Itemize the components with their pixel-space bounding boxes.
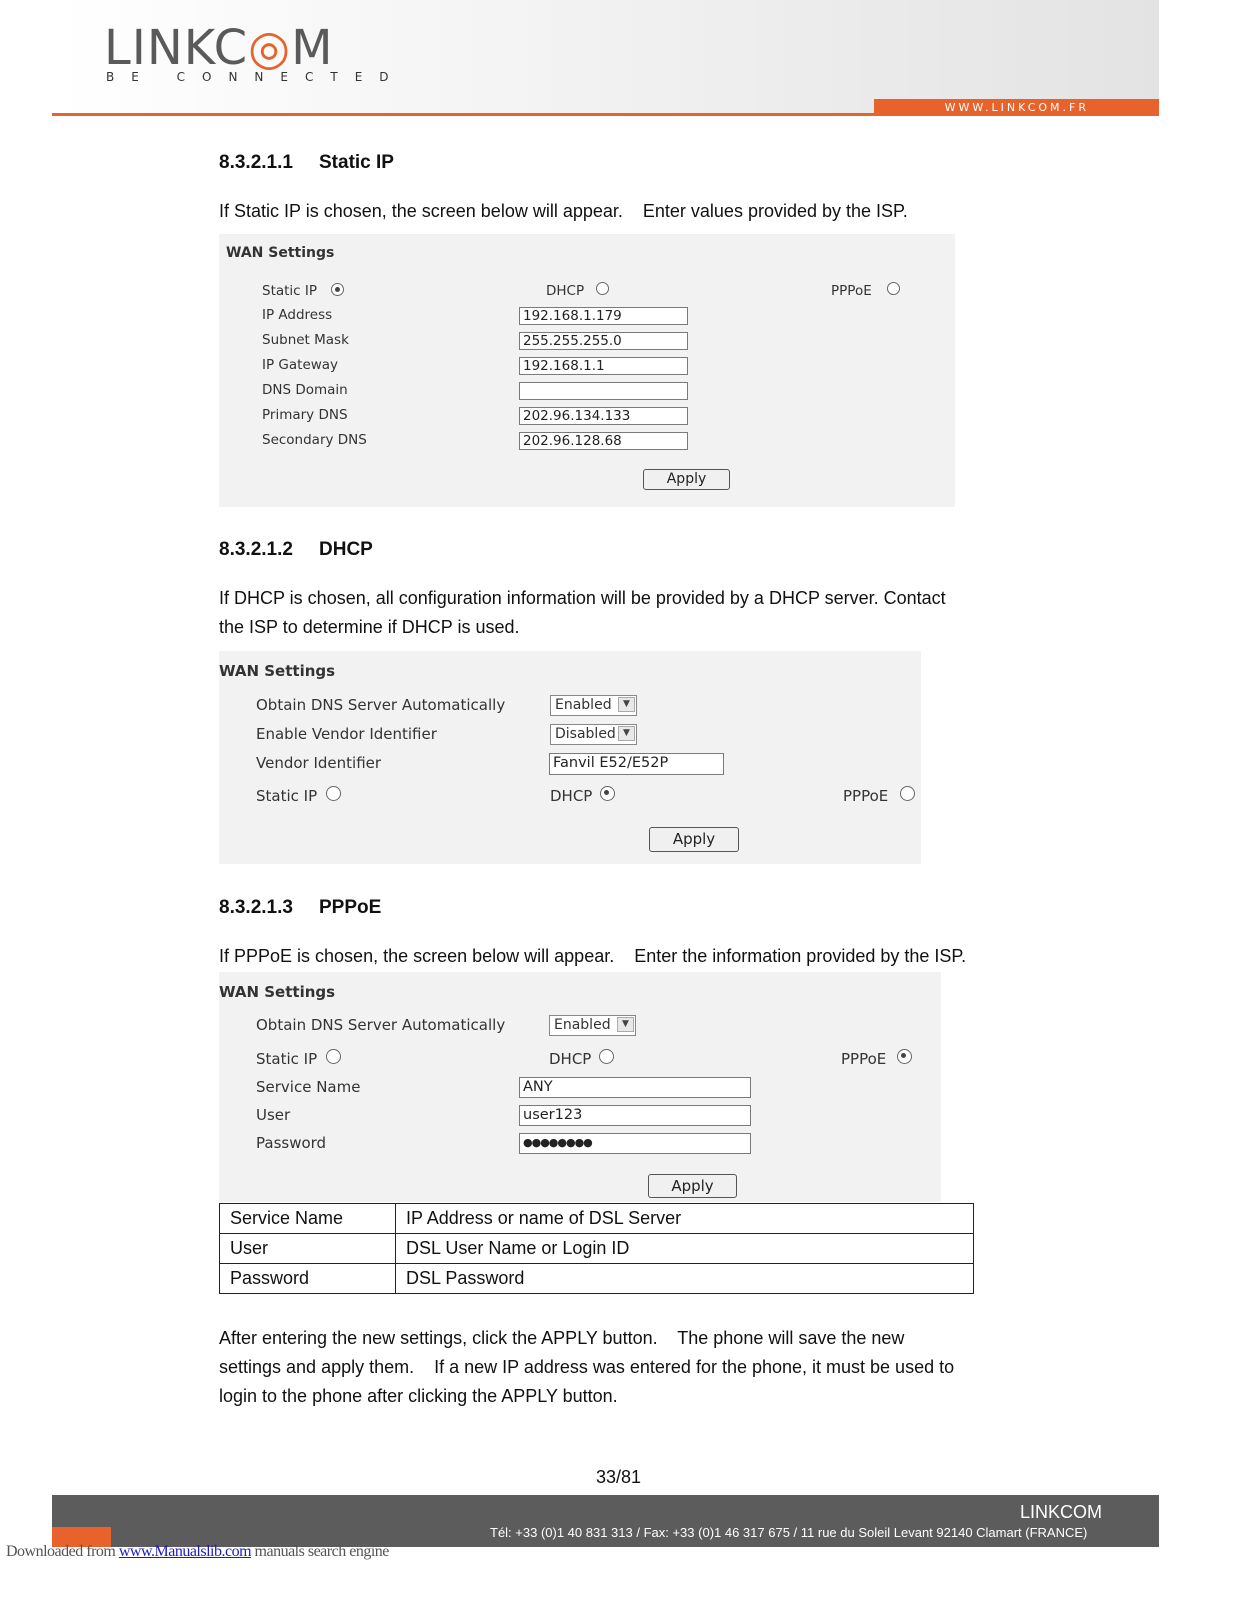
term-cell: User [220, 1234, 396, 1264]
radio-label-dhcp: DHCP [546, 283, 585, 299]
page-number: 33/81 [596, 1467, 642, 1487]
section-heading-static: 8.3.2.1.1 Static IP [219, 152, 394, 173]
field-label-primary-dns: Primary DNS [262, 407, 348, 423]
radio-static-ip[interactable] [326, 1049, 341, 1064]
download-banner: Downloaded from www.Manualslib.com manuals search engine [6, 1543, 389, 1560]
secondary-dns-input[interactable]: 202.96.128.68 [519, 432, 688, 450]
term-cell: Password [220, 1264, 396, 1294]
closing-line-3: login to the phone after clicking the APPLY button. [219, 1386, 618, 1406]
page-number-rule [577, 1494, 667, 1495]
radio-label-dhcp: DHCP [550, 787, 593, 805]
term-cell: Service Name [220, 1204, 396, 1234]
ip-gateway-input[interactable]: 192.168.1.1 [519, 357, 688, 375]
section-heading-dhcp: 8.3.2.1.2 DHCP [219, 539, 373, 560]
field-label-ip-gateway: IP Gateway [262, 357, 339, 373]
wan-settings-static-panel [219, 234, 955, 507]
table-row [220, 1264, 974, 1294]
radio-dhcp[interactable] [599, 1049, 614, 1064]
primary-dns-input[interactable]: 202.96.134.133 [519, 407, 688, 425]
logo-o-icon: ◎ [248, 20, 292, 76]
radio-label-static-ip: Static IP [262, 283, 318, 299]
radio-label-dhcp: DHCP [549, 1050, 592, 1068]
chevron-down-icon: ▼ [618, 697, 635, 712]
wan-settings-dhcp-panel [219, 651, 921, 864]
radio-label-pppoe: PPPoE [841, 1050, 887, 1068]
radio-pppoe[interactable] [897, 1049, 912, 1064]
description-cell: IP Address or name of DSL Server [396, 1204, 974, 1234]
enable-vendor-label: Enable Vendor Identifier [256, 725, 437, 743]
vendor-id-input[interactable]: Fanvil E52/E52P [549, 753, 724, 775]
panel-title: WAN Settings [226, 245, 335, 261]
user-input[interactable]: user123 [519, 1105, 751, 1126]
radio-static-ip[interactable] [331, 283, 344, 296]
field-label-ip-address: IP Address [262, 307, 333, 323]
dhcp-intro-line-1: If DHCP is chosen, all configuration information will be provided by a DHCP server. Contact [219, 588, 946, 608]
description-cell: DSL User Name or Login ID [396, 1234, 974, 1264]
radio-pppoe[interactable] [887, 282, 900, 295]
vendor-id-label: Vendor Identifier [256, 754, 382, 772]
obtain-dns-select[interactable]: Enabled ▼ [550, 695, 637, 716]
apply-button[interactable]: Apply [643, 469, 730, 490]
obtain-dns-select[interactable]: Enabled ▼ [549, 1015, 636, 1036]
static-intro: If Static IP is chosen, the screen below will appear. Enter values provided by the ISP. [219, 201, 908, 221]
closing-line-1: After entering the new settings, click the APPLY button. The phone will save the new [219, 1328, 905, 1348]
dns-domain-input[interactable] [519, 382, 688, 400]
wan-settings-pppoe-panel [219, 972, 941, 1202]
radio-dhcp[interactable] [596, 282, 609, 295]
description-cell: DSL Password [396, 1264, 974, 1294]
chevron-down-icon: ▼ [618, 726, 635, 741]
section-heading-pppoe: 8.3.2.1.3 PPPoE [219, 897, 382, 918]
dhcp-intro-line-2: the ISP to determine if DHCP is used. [219, 617, 520, 637]
panel-title: WAN Settings [219, 983, 336, 1001]
closing-line-2: settings and apply them. If a new IP address was entered for the phone, it must be used to [219, 1357, 955, 1377]
password-label: Password [256, 1134, 327, 1152]
pppoe-intro: If PPPoE is chosen, the screen below will appear. Enter the information provided by the ISP. [219, 946, 967, 966]
apply-button[interactable]: Apply [649, 827, 739, 852]
field-label-dns-domain: DNS Domain [262, 382, 348, 398]
footer-address: Tél: +33 (0)1 40 831 313 / Fax: +33 (0)1 46 317 675 / 11 rue du Soleil Levant 92140 Clamart (FRANCE) [490, 1525, 1088, 1540]
obtain-dns-label: Obtain DNS Server Automatically [256, 1016, 506, 1034]
radio-label-static-ip: Static IP [256, 1050, 318, 1068]
radio-label-static-ip: Static IP [256, 787, 318, 805]
table-row [220, 1204, 974, 1234]
service-name-label: Service Name [256, 1078, 361, 1096]
field-label-subnet-mask: Subnet Mask [262, 332, 349, 348]
chevron-down-icon: ▼ [617, 1017, 634, 1032]
logo-tagline: BE CONNECTED [106, 70, 406, 84]
ip-address-input[interactable]: 192.168.1.179 [519, 307, 688, 325]
service-name-input[interactable]: ANY [519, 1077, 751, 1098]
user-label: User [256, 1106, 291, 1124]
linkcom-logo: LINKC◎M [104, 20, 334, 76]
panel-title: WAN Settings [219, 662, 336, 680]
pppoe-definitions-table [219, 1203, 974, 1294]
obtain-dns-label: Obtain DNS Server Automatically [256, 696, 506, 714]
website-url: WWW.LINKCOM.FR [874, 99, 1159, 116]
radio-static-ip[interactable] [326, 786, 341, 801]
password-input[interactable]: ●●●●●●●● [519, 1133, 751, 1154]
apply-button[interactable]: Apply [648, 1174, 737, 1198]
manualslib-link[interactable]: www.Manualslib.com [118, 1543, 252, 1560]
subnet-mask-input[interactable]: 255.255.255.0 [519, 332, 688, 350]
radio-label-pppoe: PPPoE [831, 283, 872, 299]
radio-label-pppoe: PPPoE [843, 787, 889, 805]
enable-vendor-select[interactable]: Disabled ▼ [550, 724, 637, 745]
footer-brand: LINKCOM [1020, 1502, 1103, 1522]
table-row [220, 1234, 974, 1264]
field-label-secondary-dns: Secondary DNS [262, 432, 367, 448]
radio-dhcp[interactable] [600, 786, 615, 801]
radio-pppoe[interactable] [900, 786, 915, 801]
